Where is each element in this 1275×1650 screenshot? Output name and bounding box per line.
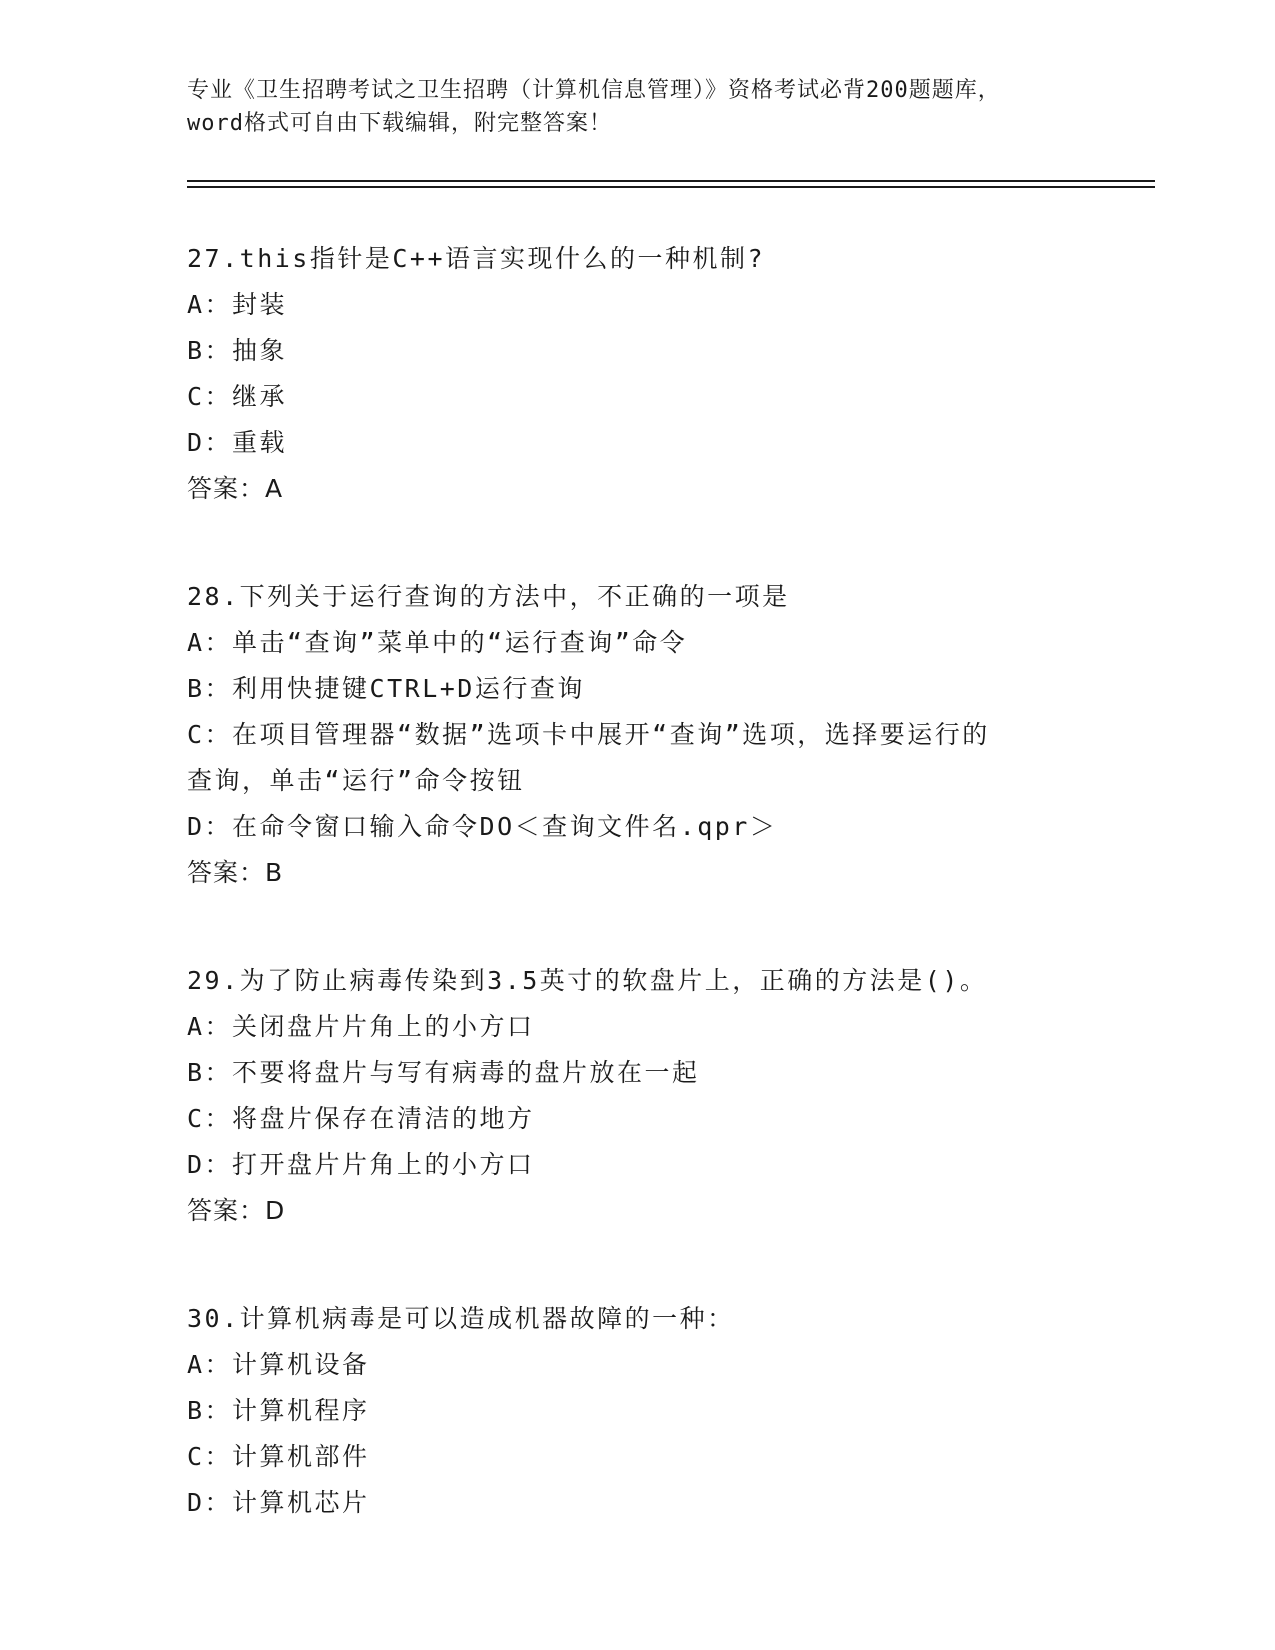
option-d: D：重载	[187, 428, 288, 457]
question-list	[187, 236, 1087, 1588]
option-a: A：单击“查询”菜单中的“运行查询”命令	[187, 628, 688, 657]
question-29	[187, 958, 1087, 1234]
document-header	[187, 74, 1087, 140]
question-28	[187, 574, 1087, 896]
option-a: A：计算机设备	[187, 1350, 370, 1379]
option-c: C：将盘片保存在清洁的地方	[187, 1104, 535, 1133]
option-c: C：计算机部件	[187, 1442, 370, 1471]
option-b: B：不要将盘片与写有病毒的盘片放在一起	[187, 1058, 700, 1087]
header-title-line-1: 专业《卫生招聘考试之卫生招聘（计算机信息管理）》资格考试必背200题题库，	[187, 78, 1001, 103]
question-stem: 27.this指针是C++语言实现什么的一种机制?	[187, 244, 766, 273]
header-divider-top	[187, 180, 1155, 182]
option-b: B：利用快捷键CTRL+D运行查询	[187, 674, 585, 703]
option-b: B：抽象	[187, 336, 288, 365]
question-stem: 30.计算机病毒是可以造成机器故障的一种：	[187, 1304, 735, 1333]
option-d: D：在命令窗口输入命令DO＜查询文件名.qpr＞	[187, 812, 778, 841]
header-divider-bottom	[187, 186, 1155, 188]
answer-line: 答案：B	[187, 858, 284, 887]
option-d: D：计算机芯片	[187, 1488, 370, 1517]
question-30	[187, 1296, 1087, 1526]
answer-line: 答案：A	[187, 474, 284, 503]
option-a: A：关闭盘片片角上的小方口	[187, 1012, 535, 1041]
question-27	[187, 236, 1087, 512]
answer-line: 答案：D	[187, 1196, 286, 1225]
question-stem: 28.下列关于运行查询的方法中，不正确的一项是	[187, 582, 790, 611]
option-c-continued: 查询，单击“运行”命令按钮	[187, 766, 525, 795]
question-stem: 29.为了防止病毒传染到3.5英寸的软盘片上，正确的方法是()。	[187, 966, 988, 995]
header-title-line-2: word格式可自由下载编辑，附完整答案！	[187, 111, 612, 136]
option-c: C：继承	[187, 382, 288, 411]
option-a: A：封装	[187, 290, 288, 319]
option-b: B：计算机程序	[187, 1396, 370, 1425]
option-d: D：打开盘片片角上的小方口	[187, 1150, 535, 1179]
option-c: C：在项目管理器“数据”选项卡中展开“查询”选项，选择要运行的	[187, 720, 990, 749]
